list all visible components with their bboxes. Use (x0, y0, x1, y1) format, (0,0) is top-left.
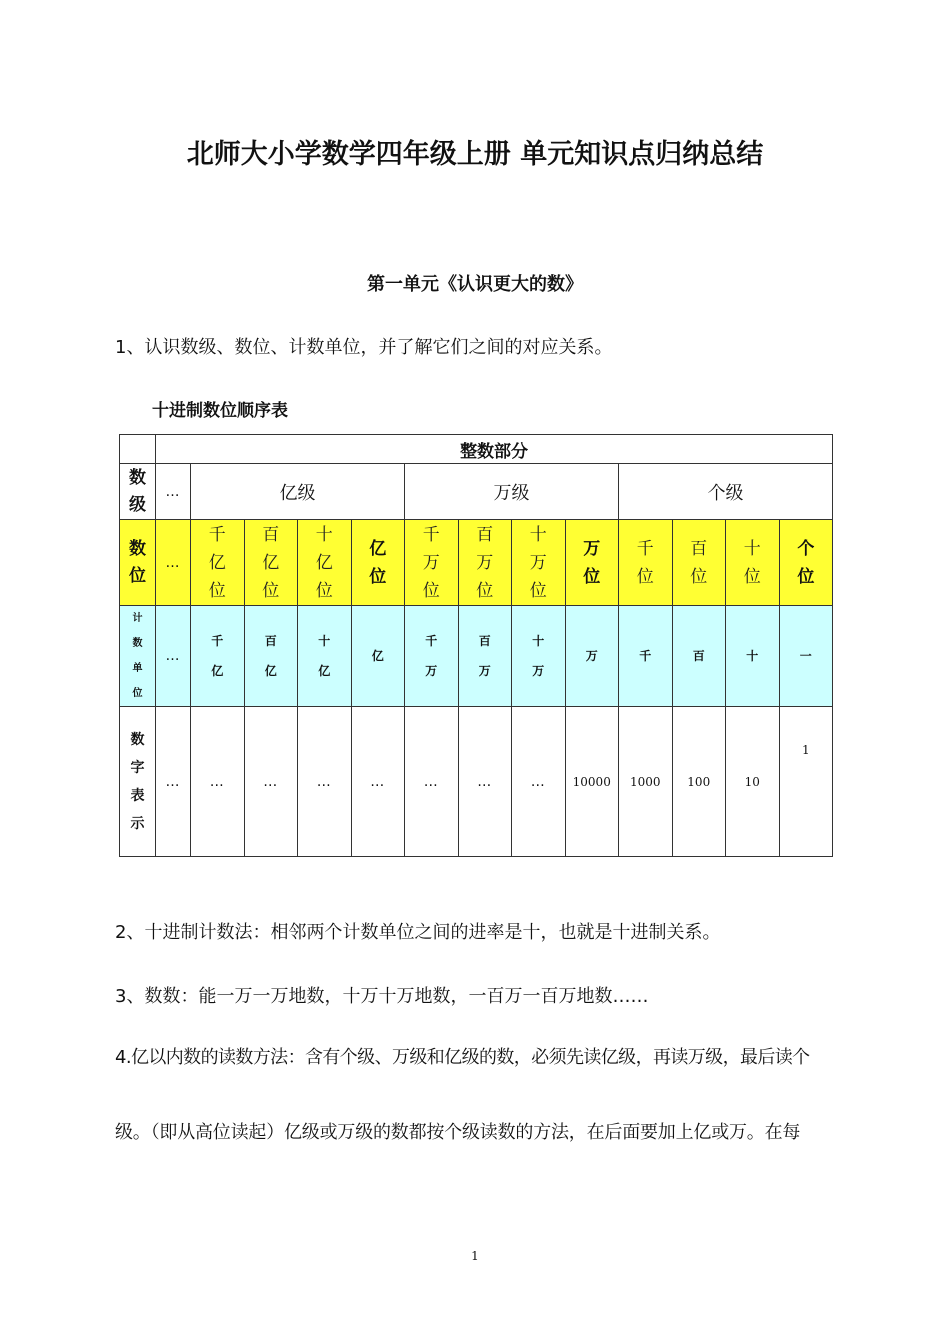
number-cell: 10000 (565, 707, 619, 857)
place-label: 百位 (690, 538, 708, 587)
place-cell (191, 520, 245, 606)
unit-cell (512, 606, 566, 707)
place-label: 亿位 (369, 538, 387, 587)
place-label: 千亿位 (208, 524, 226, 601)
number-cell: … (244, 707, 298, 857)
row-label-place (120, 520, 156, 606)
place-label: 个位 (797, 538, 815, 587)
place-label: 十万位 (529, 524, 547, 601)
place-ellipsis: … (156, 520, 191, 606)
number-cell: … (351, 707, 405, 857)
row-label-unit (120, 606, 156, 707)
unit-cell (458, 606, 512, 707)
page-number: 1 (471, 1249, 479, 1263)
unit-label: 千亿 (211, 634, 224, 678)
integer-part-header: 整数部分 (156, 435, 833, 464)
level-yi: 亿级 (191, 464, 405, 520)
number-cell: … (191, 707, 245, 857)
row-label-level-text: 数级 (129, 467, 146, 515)
place-label: 十位 (743, 538, 761, 587)
point-3: 3、数数：能一万一万地数，十万十万地数，一百万一百万地数…… (115, 986, 649, 1007)
document-title: 北师大小学数学四年级上册 单元知识点归纳总结 (186, 139, 764, 170)
place-label: 百万位 (476, 524, 494, 601)
unit-cell (565, 606, 619, 707)
point-4-line-2: 级。（即从高位读起）亿级或万级的数都按个级读数的方法，在后面要加上亿或万。在每 (115, 1122, 801, 1143)
unit-ellipsis: … (156, 606, 191, 707)
unit-title: 第一单元《认识更大的数》 (367, 274, 583, 295)
number-cell: 100 (672, 707, 726, 857)
level-wan: 万级 (405, 464, 619, 520)
unit-label: 十亿 (318, 634, 331, 678)
place-label: 十亿位 (315, 524, 333, 601)
unit-label: 万 (585, 649, 598, 663)
number-cell: … (458, 707, 512, 857)
level-ellipsis: … (156, 464, 191, 520)
place-cell (405, 520, 459, 606)
place-cell (672, 520, 726, 606)
unit-label: 百 (692, 649, 705, 663)
number-ellipsis: … (156, 707, 191, 857)
unit-label: 十万 (532, 634, 545, 678)
place-cell (244, 520, 298, 606)
unit-label: 千 (639, 649, 652, 663)
unit-cell (779, 606, 833, 707)
number-cell: 1 (779, 707, 833, 857)
point-4-line-1: 4.亿以内数的读数方法：含有个级、万级和亿级的数，必须先读亿级，再读万级，最后读个 (115, 1047, 810, 1068)
unit-cell (244, 606, 298, 707)
place-cell (619, 520, 673, 606)
corner-cell (120, 435, 156, 464)
decimal-place-value-table (119, 434, 833, 857)
table-caption: 十进制数位顺序表 (152, 401, 288, 421)
point-2: 2、十进制计数法：相邻两个计数单位之间的进率是十，也就是十进制关系。 (115, 922, 721, 943)
number-cell: … (512, 707, 566, 857)
place-label: 千位 (636, 538, 654, 587)
place-cell (351, 520, 405, 606)
number-cell: 10 (726, 707, 780, 857)
unit-label: 十 (746, 649, 759, 663)
unit-label: 百万 (478, 634, 491, 678)
unit-cell (351, 606, 405, 707)
point-1: 1、认识数级、数位、计数单位，并了解它们之间的对应关系。 (115, 337, 613, 358)
place-cell (779, 520, 833, 606)
unit-cell (672, 606, 726, 707)
unit-label: 一 (799, 649, 812, 663)
place-cell (298, 520, 352, 606)
row-label-number-text: 数字表示 (130, 731, 145, 832)
unit-cell (191, 606, 245, 707)
unit-label: 亿 (371, 649, 384, 663)
unit-label: 千万 (425, 634, 438, 678)
row-label-level (120, 464, 156, 520)
row-label-unit-text: 计数单位 (132, 613, 143, 699)
place-label: 百亿位 (262, 524, 280, 601)
level-ge: 个级 (619, 464, 833, 520)
unit-cell (726, 606, 780, 707)
place-cell (512, 520, 566, 606)
place-cell (458, 520, 512, 606)
unit-cell (405, 606, 459, 707)
number-cell: 1000 (619, 707, 673, 857)
row-label-place-text: 数位 (129, 538, 146, 586)
number-cell: … (298, 707, 352, 857)
unit-label: 百亿 (264, 634, 277, 678)
place-label: 千万位 (422, 524, 440, 601)
number-cell: … (405, 707, 459, 857)
unit-cell (298, 606, 352, 707)
place-cell (726, 520, 780, 606)
unit-cell (619, 606, 673, 707)
row-label-number (120, 707, 156, 857)
place-cell (565, 520, 619, 606)
place-label: 万位 (583, 538, 601, 587)
